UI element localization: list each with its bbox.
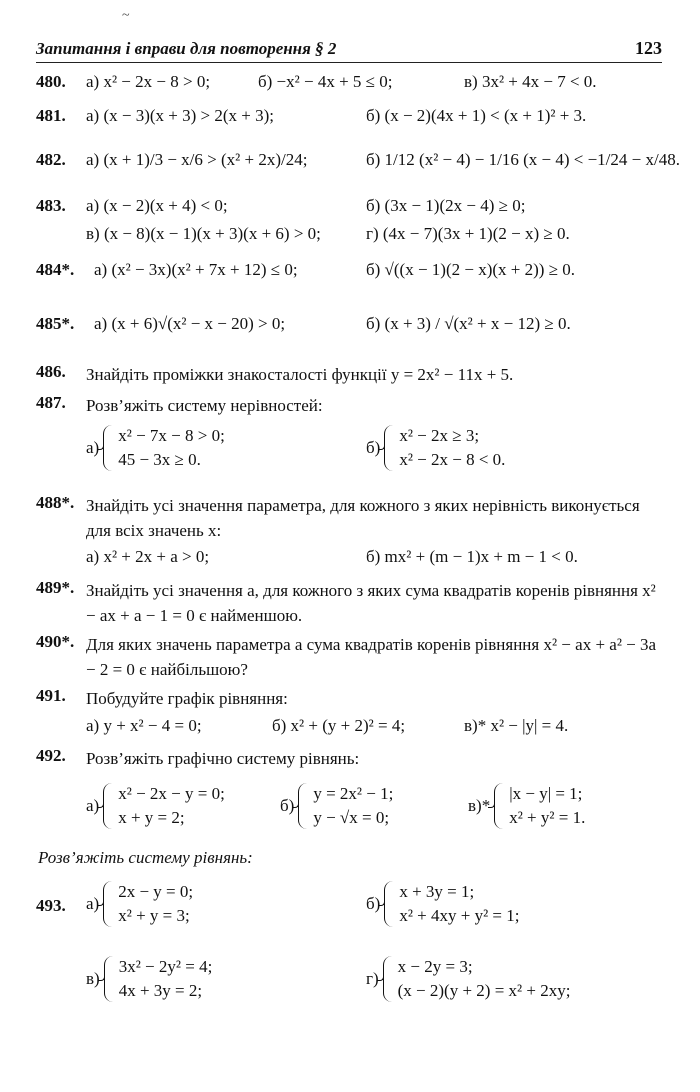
system-line: x² − 7x − 8 > 0; (118, 426, 225, 445)
exercise-text: Знайдіть проміжки знакосталості функції y = 2x² − 11x + 5. (86, 365, 514, 384)
system-a (86, 782, 225, 830)
page-mark: ~ (122, 8, 130, 23)
system-line: 45 − 3x ≥ 0. (118, 450, 201, 469)
system-d (366, 955, 570, 1003)
brace-icon (383, 956, 394, 1002)
system-label: б) (366, 438, 381, 457)
part-a: а) x² − 2x − 8 > 0; (86, 72, 211, 91)
exercise-number: 480. (36, 72, 66, 91)
exercise-number: 484*. (36, 260, 75, 279)
part-c: в) 3x² + 4x − 7 < 0. (464, 72, 597, 91)
part-b: б) 1/12 (x² − 4) − 1/16 (x − 4) < −1/24 − x/48. (366, 150, 680, 169)
system-line: y = 2x² − 1; (313, 784, 394, 803)
part-a: а) (x + 1)/3 − x/6 > (x² + 2x)/24; (86, 150, 308, 169)
system-label: в) (86, 969, 100, 988)
exercise-number: 486. (36, 362, 66, 381)
system-a (86, 880, 193, 928)
exercise-number: 493. (36, 896, 66, 915)
system-line: x + y = 2; (118, 808, 185, 827)
system-line: x² + y² = 1. (509, 808, 586, 827)
part-a: а) x² + 2x + a > 0; (86, 547, 210, 566)
system-label: б) (366, 894, 381, 913)
system-a (86, 424, 225, 472)
exercise-number: 490*. (36, 632, 75, 651)
exercise-number: 483. (36, 196, 66, 215)
part-b: б) x² + (y + 2)² = 4; (272, 716, 406, 735)
system-c (468, 782, 585, 830)
exercise-text: Розв’яжіть графічно систему рівнянь: (86, 749, 360, 768)
system-label: б) (280, 796, 295, 815)
brace-icon (384, 881, 395, 927)
system-line: y − √x = 0; (313, 808, 390, 827)
system-line: |x − y| = 1; (509, 784, 583, 803)
system-label: а) (86, 796, 100, 815)
exercise-text: Для яких значень параметра a сума квадратів коренів рівняння x² − ax + a² − 3a − 2 = 0 є найбільшою? (86, 635, 657, 679)
system-line: 4x + 3y = 2; (118, 981, 203, 1000)
part-b: б) √((x − 1)(2 − x)(x + 2)) ≥ 0. (366, 260, 576, 279)
system-line: 3x² − 2y² = 4; (118, 957, 213, 976)
exercise-number: 487. (36, 393, 66, 412)
system-label: в)* (468, 796, 491, 815)
exercise-number: 488*. (36, 493, 75, 512)
part-b: б) (x − 2)(4x + 1) < (x + 1)² + 3. (366, 106, 587, 125)
part-d: г) (4x − 7)(3x + 1)(2 − x) ≥ 0. (366, 224, 570, 243)
part-c: в) (x − 8)(x − 1)(x + 3)(x + 6) > 0; (86, 224, 321, 243)
part-a: а) (x + 6)√(x² − x − 20) > 0; (94, 314, 286, 333)
brace-icon (104, 956, 115, 1002)
part-b: б) mx² + (m − 1)x + m − 1 < 0. (366, 547, 578, 566)
section-title: Розв’яжіть систему рівнянь: (38, 848, 253, 867)
exercise-number: 485*. (36, 314, 75, 333)
exercise-number: 482. (36, 150, 66, 169)
exercise-number: 492. (36, 746, 66, 765)
part-a: а) (x − 3)(x + 3) > 2(x + 3); (86, 106, 274, 125)
brace-icon (494, 783, 505, 829)
exercise-number: 491. (36, 686, 66, 705)
system-line: (x − 2)(y + 2) = x² + 2xy; (397, 981, 571, 1000)
brace-icon (103, 881, 114, 927)
system-b (280, 782, 393, 830)
system-line: x² + y = 3; (118, 906, 190, 925)
exercise-text: Знайдіть усі значення параметра, для кожного з яких нерівність виконується для всіх значень x: (86, 496, 640, 540)
exercise-number: 489*. (36, 578, 75, 597)
header-title: Запитання і вправи для повторення § 2 (36, 39, 337, 58)
system-line: x² − 2x ≥ 3; (399, 426, 480, 445)
page-header (36, 36, 662, 63)
brace-icon (103, 425, 114, 471)
exercise-number: 481. (36, 106, 66, 125)
part-b: б) −x² − 4x + 5 ≤ 0; (258, 72, 393, 91)
system-label: а) (86, 438, 100, 457)
brace-icon (298, 783, 309, 829)
page-number: 123 (635, 38, 662, 58)
part-a: а) y + x² − 4 = 0; (86, 716, 202, 735)
part-c: в)* x² − |y| = 4. (464, 716, 569, 735)
part-a: а) (x − 2)(x + 4) < 0; (86, 196, 228, 215)
exercise-text: Знайдіть усі значення a, для кожного з яких сума квадратів коренів рівняння x² − ax + a − 1 = 0 є найменшою. (86, 581, 656, 625)
system-label: г) (366, 969, 379, 988)
part-a: а) (x² − 3x)(x² + 7x + 12) ≤ 0; (94, 260, 298, 279)
exercise-text: Розв’яжіть систему нерівностей: (86, 396, 323, 415)
system-b (366, 880, 520, 928)
part-b: б) (3x − 1)(2x − 4) ≥ 0; (366, 196, 526, 215)
system-line: x + 3y = 1; (399, 882, 475, 901)
system-line: x² − 2x − y = 0; (118, 784, 225, 803)
system-label: а) (86, 894, 100, 913)
part-b: б) (x + 3) / √(x² + x − 12) ≥ 0. (366, 314, 571, 333)
system-b (366, 424, 505, 472)
system-line: x² − 2x − 8 < 0. (399, 450, 506, 469)
system-line: x² + 4xy + y² = 1; (399, 906, 520, 925)
system-line: 2x − y = 0; (118, 882, 194, 901)
system-c (86, 955, 212, 1003)
exercise-text: Побудуйте графік рівняння: (86, 689, 288, 708)
system-line: x − 2y = 3; (397, 957, 473, 976)
brace-icon (103, 783, 114, 829)
brace-icon (384, 425, 395, 471)
